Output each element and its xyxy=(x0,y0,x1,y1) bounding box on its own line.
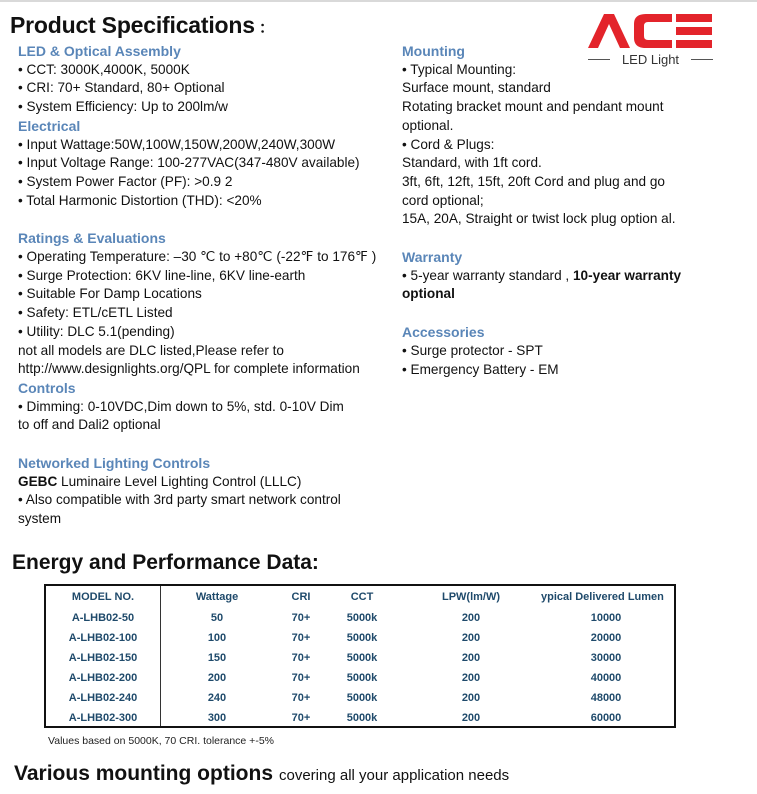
cell-cri: 70+ xyxy=(291,632,311,644)
designlights-link-text: http://www.designlights.org/QPL for complete information xyxy=(18,361,360,377)
cell-model: A-LHB02-300 xyxy=(68,712,138,724)
cell-model: A-LHB02-50 xyxy=(71,612,135,624)
cell-lpw: 200 xyxy=(461,712,481,724)
cell-model: A-LHB02-200 xyxy=(68,672,138,684)
specs-right-column xyxy=(402,42,752,379)
spec-line: • Utility: DLC 5.1(pending) xyxy=(18,323,175,339)
cell-lpw: 200 xyxy=(461,632,481,644)
cell-cri: 70+ xyxy=(291,612,311,624)
cell-cct: 5000k xyxy=(346,632,378,644)
spec-line: • Operating Temperature: –30 ℃ to +80℃ (-22℉ to 176℉ ) xyxy=(18,249,377,265)
gebc-description: Luminaire Level Lighting Control (LLLC) xyxy=(57,473,302,489)
cell-cct: 5000k xyxy=(346,652,378,664)
page-title-text: Product Specifications xyxy=(10,12,255,38)
cell-cri: 70+ xyxy=(291,692,311,704)
cell-cri: 70+ xyxy=(291,672,311,684)
cell-wattage: 50 xyxy=(210,612,224,624)
cell-lpw: 200 xyxy=(461,672,481,684)
spec-line: • Suitable For Damp Locations xyxy=(18,286,202,302)
mounting-options-title: Various mounting options xyxy=(14,762,273,785)
cell-wattage: 100 xyxy=(207,632,227,644)
warranty-standard: • 5-year warranty standard , xyxy=(402,267,573,283)
spec-line: • Dimming: 0-10VDC,Dim down to 5%, std. 0-10V Dim xyxy=(18,398,344,414)
warranty-extended: 10-year warranty xyxy=(572,267,682,283)
ratings-heading: Ratings & Evaluations xyxy=(18,230,166,247)
cell-lpw: 200 xyxy=(461,652,481,664)
top-border xyxy=(0,0,757,2)
spec-line: • Cord & Plugs: xyxy=(402,136,495,152)
page-title xyxy=(10,12,275,39)
gebc-line xyxy=(18,473,398,492)
cell-wattage: 150 xyxy=(207,652,227,664)
cell-lpw: 200 xyxy=(461,692,481,704)
warranty-line xyxy=(402,267,752,286)
spec-line: cord optional; xyxy=(402,192,484,208)
cell-wattage: 300 xyxy=(207,712,227,724)
performance-table xyxy=(44,584,676,728)
spec-line: • System Efficiency: Up to 200lm/w xyxy=(18,99,228,115)
cell-cct: 5000k xyxy=(346,672,378,684)
energy-performance-heading: Energy and Performance Data: xyxy=(12,551,319,574)
spec-line: • Surge Protection: 6KV line-line, 6KV line-earth xyxy=(18,267,306,283)
warranty-optional: optional xyxy=(402,286,455,302)
spec-line: • CRI: 70+ Standard, 80+ Optional xyxy=(18,80,225,96)
gebc-label: GEBC xyxy=(18,473,58,489)
mounting-options-banner xyxy=(14,762,509,786)
spec-line: Surface mount, standard xyxy=(402,80,551,96)
spacer xyxy=(402,304,752,323)
specs-left-column xyxy=(18,42,398,529)
cell-lumens: 20000 xyxy=(590,632,622,644)
spec-line: • Total Harmonic Distortion (THD): <20% xyxy=(18,192,262,208)
spec-line: • Typical Mounting: xyxy=(402,61,517,77)
spec-line: • Emergency Battery - EM xyxy=(402,361,559,377)
table-row xyxy=(46,672,674,692)
cell-lumens: 48000 xyxy=(590,692,622,704)
spec-line: • Safety: ETL/cETL Listed xyxy=(18,305,173,321)
table-row xyxy=(46,712,674,732)
table-row xyxy=(46,612,674,632)
spec-line: • Input Wattage:50W,100W,150W,200W,240W,300W xyxy=(18,136,336,152)
cell-cct: 5000k xyxy=(346,692,378,704)
electrical-heading: Electrical xyxy=(18,117,81,134)
accessories-heading: Accessories xyxy=(402,324,485,341)
spec-line: Rotating bracket mount and pendant mount xyxy=(402,99,664,115)
cell-cct: 5000k xyxy=(346,612,378,624)
cell-model: A-LHB02-150 xyxy=(68,652,138,664)
mounting-heading: Mounting xyxy=(402,43,465,59)
spec-line: system xyxy=(18,511,62,527)
cell-wattage: 240 xyxy=(207,692,227,704)
table-row xyxy=(46,692,674,712)
spec-line: • System Power Factor (PF): >0.9 2 xyxy=(18,173,233,189)
cell-cct: 5000k xyxy=(346,712,378,724)
header-lumens: ypical Delivered Lumen xyxy=(541,591,664,603)
spacer xyxy=(18,210,398,229)
warranty-heading: Warranty xyxy=(402,249,463,266)
spec-line: • Surge protector - SPT xyxy=(402,342,543,358)
table-row xyxy=(46,652,674,672)
cell-lumens: 40000 xyxy=(590,672,622,684)
header-cct: CCT xyxy=(350,591,374,603)
spec-line: • Also compatible with 3rd party smart network control xyxy=(18,492,341,508)
cell-lumens: 10000 xyxy=(590,612,622,624)
spacer xyxy=(18,435,398,454)
mounting-options-subtitle: covering all your application needs xyxy=(279,767,510,784)
cell-lumens: 30000 xyxy=(590,652,622,664)
cell-lumens: 60000 xyxy=(590,712,622,724)
table-header-row xyxy=(46,591,674,611)
header-cri: CRI xyxy=(291,591,311,603)
controls-heading: Controls xyxy=(18,379,76,396)
header-wattage: Wattage xyxy=(195,591,239,603)
cell-wattage: 200 xyxy=(207,672,227,684)
cell-cri: 70+ xyxy=(291,652,311,664)
logo-tagline-text: LED Light xyxy=(621,52,680,67)
cell-model: A-LHB02-240 xyxy=(68,692,138,704)
networked-controls-heading: Networked Lighting Controls xyxy=(18,455,211,472)
header-lpw: LPW(lm/W) xyxy=(441,591,501,603)
cell-lpw: 200 xyxy=(461,612,481,624)
cell-cri: 70+ xyxy=(291,712,311,724)
spec-line: 15A, 20A, Straight or twist lock plug option al. xyxy=(402,211,676,227)
spec-line: • Input Voltage Range: 100-277VAC(347-480V available) xyxy=(18,155,360,171)
led-optical-heading: LED & Optical Assembly xyxy=(18,43,181,59)
spacer xyxy=(402,229,752,248)
header-model: MODEL NO. xyxy=(71,591,135,603)
spec-line: not all models are DLC listed,Please refer to xyxy=(18,342,284,358)
cell-model: A-LHB02-100 xyxy=(68,632,138,644)
table-row xyxy=(46,632,674,652)
spec-line: optional. xyxy=(402,117,454,133)
spec-line: • CCT: 3000K,4000K, 5000K xyxy=(18,61,190,77)
table-footnote: Values based on 5000K, 70 CRI. tolerance +-5% xyxy=(48,735,274,747)
spec-line: to off and Dali2 optional xyxy=(18,417,161,433)
spec-line: 3ft, 6ft, 12ft, 15ft, 20ft Cord and plug and go xyxy=(402,173,665,189)
page-title-colon: ： xyxy=(258,20,275,37)
spec-line: Standard, with 1ft cord. xyxy=(402,155,542,171)
